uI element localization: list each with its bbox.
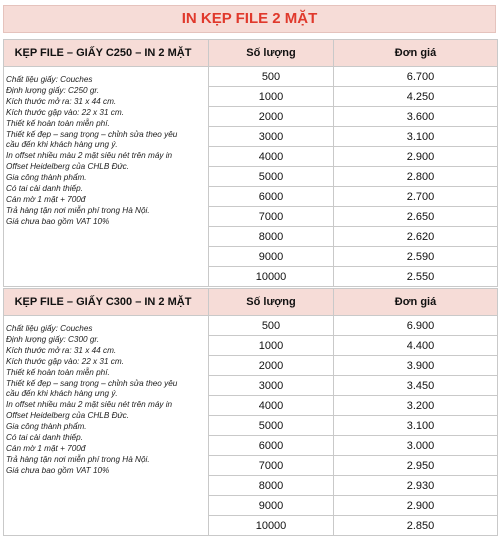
price-cell: 3.200 [334, 396, 498, 416]
description-line: Thiết kế hoàn toàn miễn phí. [6, 367, 110, 377]
quantity-cell: 8000 [209, 476, 334, 496]
price-cell: 3.100 [334, 416, 498, 436]
price-cell: 6.900 [334, 316, 498, 336]
description-line: Định lượng giấy: C300 gr. [6, 334, 100, 344]
quantity-cell: 9000 [209, 496, 334, 516]
description-line: cầu đến khi khách hàng ưng ý. [6, 389, 118, 399]
description-line: In offset nhiều màu 2 mặt siêu nét trên máy in [6, 151, 173, 161]
quantity-cell: 4000 [209, 147, 334, 167]
description-line: Định lượng giấy: C250 gr. [6, 85, 100, 95]
price-cell: 2.900 [334, 496, 498, 516]
table-header-row [4, 289, 498, 316]
quantity-cell: 4000 [209, 396, 334, 416]
price-header: Đơn giá [334, 40, 498, 67]
price-cell: 3.000 [334, 436, 498, 456]
price-cell: 3.450 [334, 376, 498, 396]
quantity-cell: 7000 [209, 456, 334, 476]
price-table-c250 [3, 39, 498, 287]
table-row [4, 316, 498, 336]
quantity-cell: 3000 [209, 376, 334, 396]
description-line: Có tai cài danh thiếp. [6, 184, 83, 194]
product-description [4, 67, 209, 287]
price-cell: 2.800 [334, 167, 498, 187]
description-line: Kích thước gập vào: 22 x 31 cm. [6, 356, 124, 366]
quantity-cell: 500 [209, 67, 334, 87]
description-line: Thiết kế đẹp – sang trọng – chỉnh sửa theo yêu [6, 129, 178, 139]
description-line: Trả hàng tận nơi miễn phí trong Hà Nội. [6, 205, 150, 215]
product-name-header: KẸP FILE – GIẤY C300 – IN 2 MẶT [4, 289, 209, 316]
price-cell: 2.650 [334, 207, 498, 227]
table-header-row [4, 40, 498, 67]
quantity-cell: 10000 [209, 267, 334, 287]
price-header: Đơn giá [334, 289, 498, 316]
quantity-cell: 6000 [209, 436, 334, 456]
price-cell: 2.950 [334, 456, 498, 476]
price-cell: 2.900 [334, 147, 498, 167]
description-line: Cán mờ 1 mặt + 700đ [6, 194, 86, 204]
description-line: Gia công thành phẩm. [6, 422, 87, 432]
page-title: IN KẸP FILE 2 MẶT [3, 5, 496, 33]
price-cell: 6.700 [334, 67, 498, 87]
quantity-cell: 6000 [209, 187, 334, 207]
description-line: Cán mờ 1 mặt + 700đ [6, 443, 86, 453]
quantity-cell: 5000 [209, 416, 334, 436]
quantity-cell: 7000 [209, 207, 334, 227]
price-cell: 3.100 [334, 127, 498, 147]
product-name-header: KẸP FILE – GIẤY C250 – IN 2 MẶT [4, 40, 209, 67]
quantity-cell: 3000 [209, 127, 334, 147]
description-line: Chất liệu giấy: Couches [6, 324, 93, 333]
description-line: Có tai cài danh thiếp. [6, 433, 83, 443]
price-cell: 4.250 [334, 87, 498, 107]
price-cell: 2.850 [334, 516, 498, 536]
quantity-cell: 1000 [209, 336, 334, 356]
quantity-header: Số lượng [209, 40, 334, 67]
quantity-header: Số lượng [209, 289, 334, 316]
description-line: Gia công thành phẩm. [6, 173, 87, 183]
quantity-cell: 9000 [209, 247, 334, 267]
price-cell: 3.900 [334, 356, 498, 376]
description-line: Offset Heidelberg của CHLB Đức. [6, 411, 130, 421]
description-line: Thiết kế đẹp – sang trọng – chỉnh sửa theo yêu [6, 378, 178, 388]
price-cell: 2.700 [334, 187, 498, 207]
price-cell: 2.620 [334, 227, 498, 247]
description-line: Kích thước gập vào: 22 x 31 cm. [6, 107, 124, 117]
description-line: In offset nhiều màu 2 mặt siêu nét trên máy in [6, 400, 173, 410]
quantity-cell: 5000 [209, 167, 334, 187]
quantity-cell: 1000 [209, 87, 334, 107]
description-line: Trả hàng tận nơi miễn phí trong Hà Nội. [6, 454, 150, 464]
quantity-cell: 8000 [209, 227, 334, 247]
price-cell: 4.400 [334, 336, 498, 356]
price-cell: 2.590 [334, 247, 498, 267]
price-cell: 3.600 [334, 107, 498, 127]
description-line: Giá chưa bao gồm VAT 10% [6, 465, 110, 475]
product-description [4, 316, 209, 536]
quantity-cell: 2000 [209, 356, 334, 376]
quantity-cell: 500 [209, 316, 334, 336]
quantity-cell: 10000 [209, 516, 334, 536]
description-line: Offset Heidelberg của CHLB Đức. [6, 162, 130, 172]
description-line: Giá chưa bao gồm VAT 10% [6, 216, 110, 226]
description-line: Thiết kế hoàn toàn miễn phí. [6, 118, 110, 128]
description-line: Chất liệu giấy: Couches [6, 75, 93, 84]
price-cell: 2.930 [334, 476, 498, 496]
quantity-cell: 2000 [209, 107, 334, 127]
price-table-c300 [3, 288, 498, 536]
description-line: cầu đến khi khách hàng ưng ý. [6, 140, 118, 150]
price-cell: 2.550 [334, 267, 498, 287]
description-line: Kích thước mở ra: 31 x 44 cm. [6, 345, 117, 355]
description-line: Kích thước mở ra: 31 x 44 cm. [6, 96, 117, 106]
table-row [4, 67, 498, 87]
